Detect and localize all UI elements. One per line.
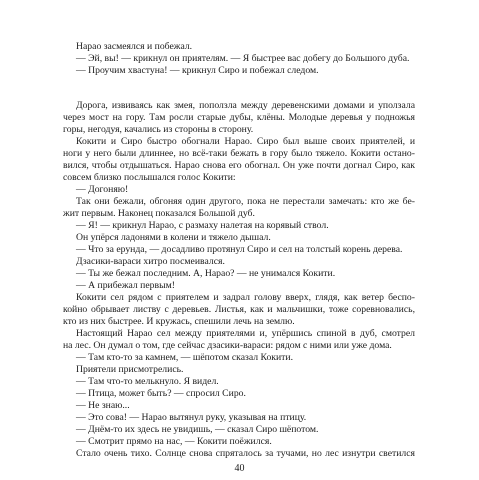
text-line: — Что за ерунда, — досадливо протянул Сиро и сел на толстый корень дерева. bbox=[76, 244, 403, 255]
text-line: Настоящий Нарао сел между приятелями и, упёршись спиной в дуб, смотрел bbox=[76, 328, 415, 339]
text-line: — Днём-то их здесь не увидишь, — сказал Сиро шёпотом. bbox=[76, 424, 319, 435]
text-line: Дорога, извиваясь как змея, поползла между деревенскими домами и уползала bbox=[76, 100, 415, 111]
text-line: Кокити сел рядом с приятелем и задрал голову вверх, глядя, как ветер беспо- bbox=[76, 292, 415, 303]
text-line: койно обрывает листву с деревьев. Листья, как и мальчишки, тоже соревновались, bbox=[63, 304, 415, 315]
page-number: 40 bbox=[234, 463, 245, 474]
text-line: Он упёрся ладонями в колени и тяжело дышал. bbox=[76, 232, 271, 243]
text-line: вился, чтобы отдышаться. Нарао снова его обогнал. Он уже почти догнал Сиро, как bbox=[63, 160, 415, 171]
text-line: Приятели присмотрелись. bbox=[76, 364, 184, 375]
text-line: на лес. Он думал о том, где сейчас дзасики-вараси: рядом с ними или уже дома. bbox=[63, 340, 392, 351]
text-line: через мост на гору. Там росли старые дубы, клёны. Молодые деревья у подножья bbox=[63, 112, 415, 123]
text-line: Дзасики-вараси хитро посмеивался. bbox=[76, 256, 225, 267]
text-line: совсем близко послышался голос Кокити: bbox=[63, 172, 236, 183]
text-line: жит первым. Наконец показался Большой дуб. bbox=[63, 208, 255, 219]
text-line: — Эй, вы! — крикнул он приятелям. — Я быстрее вас добегу до Большого дуба. bbox=[76, 53, 410, 64]
text-line: Так они бежали, обгоняя один другого, пока не перестали замечать: кто же бе- bbox=[76, 196, 415, 207]
text-line: — Птица, может быть? — спросил Сиро. bbox=[76, 388, 246, 399]
text-line: — Не знаю... bbox=[76, 400, 130, 411]
text-line: — Ты же бежал последним. А, Нарао? — не унимался Кокити. bbox=[76, 268, 336, 279]
text-line: горы, негодуя, качались из стороны в сторону. bbox=[63, 124, 254, 135]
text-line: кто из них быстрее. И кружась, спешили лечь на землю. bbox=[63, 316, 295, 327]
text-line: — Я! — крикнул Нарао, с размаху налетая на корявый ствол. bbox=[76, 220, 329, 231]
text-line: — Проучим хвастуна! — крикнул Сиро и побежал следом. bbox=[76, 65, 319, 76]
text-line: — А прибежал первым! bbox=[76, 280, 175, 291]
text-line: Кокити и Сиро быстро обогнали Нарао. Сиро был выше своих приятелей, и bbox=[76, 136, 415, 147]
text-line: Нарао засмеялся и побежал. bbox=[76, 41, 193, 52]
text-line: — Смотрит прямо на нас, — Кокити поёжился. bbox=[76, 436, 272, 447]
text-line: — Догоняю! bbox=[76, 184, 129, 195]
text-line: — Там что-то мелькнуло. Я видел. bbox=[76, 376, 219, 387]
text-line: Стало очень тихо. Солнце снова спряталось за тучами, но лес изнутри светился bbox=[76, 448, 415, 459]
text-line: — Там кто-то за камнем, — шёпотом сказал Кокити. bbox=[76, 352, 294, 363]
text-line: — Это сова! — Нарао вытянул руку, указывая на птицу. bbox=[76, 412, 307, 423]
text-line: ноги у него были длиннее, но всё-таки бежать в гору было тяжело. Кокити остано- bbox=[63, 148, 415, 159]
